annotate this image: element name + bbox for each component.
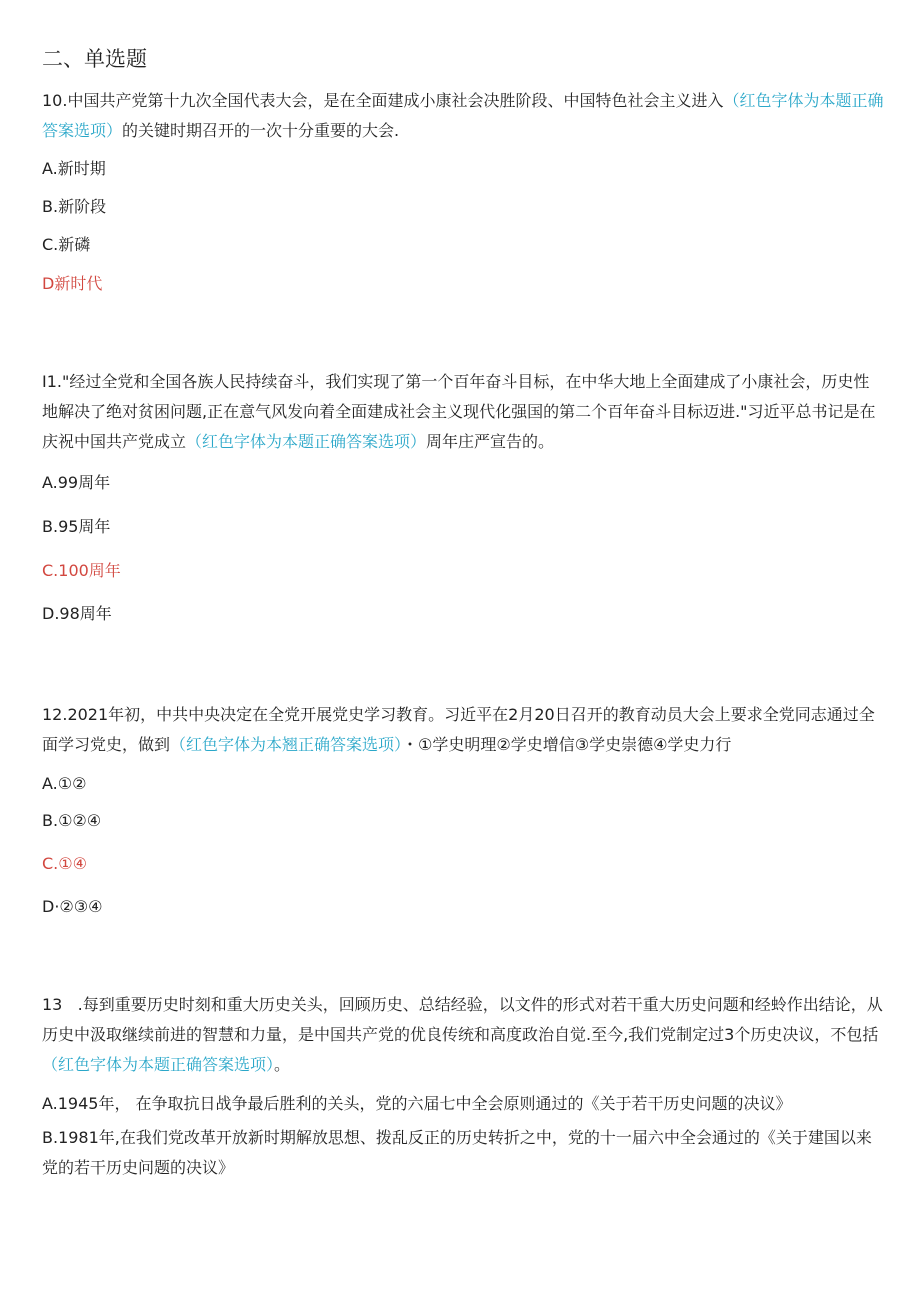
question-12-option-c: C.①④	[42, 854, 87, 873]
question-12-text-post: ・①学史明理②学史增信③学史崇德④学史力行	[402, 735, 732, 754]
question-10-option-d: D新时代	[42, 274, 103, 293]
question-12-option-d: D·②③④	[42, 897, 103, 916]
question-10-stem	[42, 86, 884, 146]
section-title: 二、单选题	[42, 47, 147, 71]
question-10-option-c: C.新磷	[42, 235, 91, 254]
question-10-option-b: B.新阶段	[42, 197, 107, 216]
question-13-option-a: A.1945年， 在争取抗日战争最后胜利的关头，党的六届七中全会原则通过的《关于若干历史问题的决议》	[42, 1094, 792, 1113]
question-12-option-a: A.①②	[42, 774, 87, 793]
question-11-text-post: 周年庄严宣告的。	[426, 432, 555, 451]
question-11-text-pre: I1."经过全党和全国各族人民持续奋斗，我们实现了第一个百年奋斗目标，在中华大地上全面建成了小康社会，历史性地解决了绝对贫困问题,正在意气风发向着全面建成社会主义现代化强国的第二个百年奋斗目标迈进."习近平总书记是在庆祝中国共产党成立	[42, 372, 876, 451]
question-12-text-pre: 12.2021年初，中共中央决定在全党开展党史学习教育。习近平在2月20日召开的教育动员大会上要求全党同志通过全面学习党史，做到	[42, 705, 875, 754]
question-12-hint: （红色字体为本翘正确答案选项）	[170, 735, 403, 754]
question-10-text-post: 的关键时期召开的一次十分重要的大会.	[122, 121, 400, 140]
question-10-text-pre: 10.中国共产党第十九次全国代表大会，是在全面建成小康社会决胜阶段、中国特色社会主义进入	[42, 91, 724, 110]
question-13-hint: （红色字体为本题正确答案选项）	[42, 1055, 275, 1074]
question-11-option-a: A.99周年	[42, 473, 111, 492]
question-13-stem	[42, 990, 884, 1080]
question-10-hint: （红色字体为本题正确答案选项）	[42, 91, 884, 140]
question-10-option-a: A.新时期	[42, 159, 106, 178]
question-11-option-c: C.100周年	[42, 561, 121, 580]
question-11-stem	[42, 367, 884, 457]
question-12-option-b: B.①②④	[42, 811, 102, 830]
question-11-option-b: B.95周年	[42, 517, 111, 536]
question-13-option-b: B.1981年,在我们党改革开放新时期解放思想、拨乱反正的历史转折之中，党的十一届六中全会通过的《关于建国以来党的若干历史问题的决议》	[42, 1128, 872, 1177]
question-13-text-post: 。	[274, 1055, 291, 1074]
question-11-option-d: D.98周年	[42, 604, 112, 623]
question-11-hint: （红色字体为本题正确答案选项）	[186, 432, 427, 451]
question-13-text-pre: 13 .每到重要历史时刻和重大历史关头，回顾历史、总结经验，以文件的形式对若干重大历史问题和经蛉作出结论，从历史中汲取继续前进的智慧和力量，是中国共产党的优良传统和高度政治自觉.至今,我们党制定过3个历史决议，不包括	[42, 995, 883, 1044]
question-12-stem	[42, 700, 884, 760]
